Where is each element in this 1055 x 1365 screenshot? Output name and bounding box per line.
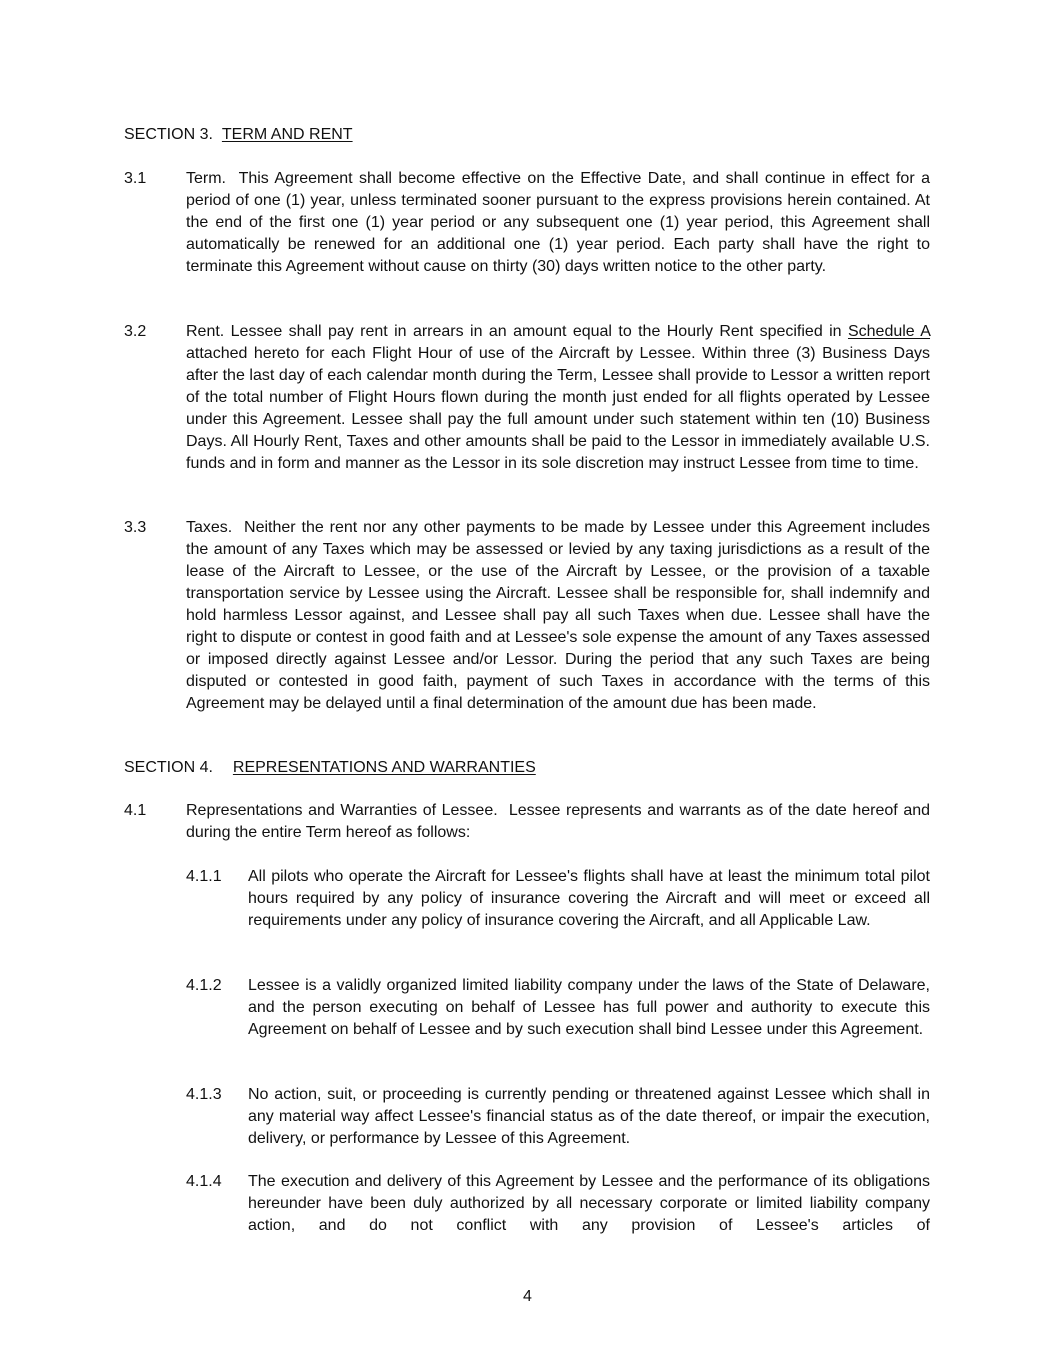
paragraph-4-1-heading: Representations and Warranties of Lessee. bbox=[186, 802, 498, 819]
paragraph-4-1-4-number: 4.1.4 bbox=[186, 1173, 222, 1190]
paragraph-4-1-3-number: 4.1.3 bbox=[186, 1086, 222, 1103]
paragraph-4-1-text bbox=[186, 800, 930, 844]
paragraph-4-1-body: Lessee represents and warrants as of the date hereof and during the entire Term hereof as follows: bbox=[186, 802, 931, 841]
schedule-a-reference: Schedule A bbox=[847, 323, 931, 340]
paragraph-3-3-text bbox=[186, 517, 930, 715]
paragraph-3-2-body-a: Lessee shall pay rent in arrears in an amount equal to the Hourly Rent specified in bbox=[230, 323, 842, 340]
paragraph-4-1-1-number: 4.1.1 bbox=[186, 868, 222, 885]
section-4-number: SECTION 4. bbox=[124, 759, 213, 776]
paragraph-3-1-text bbox=[186, 168, 930, 278]
paragraph-3-1-heading: Term. bbox=[186, 170, 226, 187]
paragraph-3-1-body: This Agreement shall become effective on the Effective Date, and shall continue in effect for a period of one (1) year, unless terminated sooner pursuant to the express provisions herein contained. At the end of the first one (1) year period or any subsequent one (1) year period, this Agreement shall automatically be renewed for an additional one (1) year period. Each party shall have the right to terminate this Agreement without cause on thirty (30) days written notice to the other party. bbox=[186, 170, 930, 275]
paragraph-4-1-2-number: 4.1.2 bbox=[186, 977, 222, 994]
paragraph-4-1-1-text: All pilots who operate the Aircraft for Lessee's flights shall have at least the minimum total pilot hours required by any policy of insurance covering the Aircraft and will meet or exceed all requirements under any policy of insurance covering the Aircraft, and all Applicable Law. bbox=[248, 868, 930, 929]
paragraph-4-1-number: 4.1 bbox=[124, 802, 147, 819]
section-4-heading bbox=[124, 757, 536, 779]
paragraph-3-3-body: Neither the rent nor any other payments to be made by Lessee under this Agreement includes the amount of any Taxes which may be assessed or levied by any taxing jurisdictions as a result of the lease of the Aircraft to Lessee, or the use of the Aircraft by Lessee, or the provision of a taxable transportation service by Lessee using the Aircraft. Lessee shall be responsible for, shall indemnify and hold harmless Lessor against, and Lessee shall pay all such Taxes when due. Lessee shall have the right to dispute or contest in good faith and at Lessee's sole expense the amount of any Taxes assessed or imposed directly against Lessee and/or Lessor. During the period that any such Taxes are being disputed or contested in good faith, payment of such Taxes in accordance with the terms of this Agreement may be delayed until a final determination of the amount due has been made. bbox=[186, 519, 931, 712]
page-number: 4 bbox=[523, 1288, 532, 1305]
paragraph-4-1-2-text: Lessee is a validly organized limited liability company under the laws of the State of Delaware, and the person executing on behalf of Lessee has full power and authority to execute this Agreement on behalf of Lessee and by such execution shall bind Lessee under this Agreement. bbox=[248, 977, 930, 1038]
paragraph-3-2-heading: Rent. bbox=[186, 323, 225, 340]
paragraph-3-3-heading: Taxes. bbox=[186, 519, 233, 536]
paragraph-3-2-body-b: attached hereto for each Flight Hour of use of the Aircraft by Lessee. Within three (3) Business Days after the last day of each calendar month during the Term, Lessee shall provide to Lessor a written report of the total number of Flight Hours flown during the month just ended for all flights operated by Lessee under this Agreement. Lessee shall pay the full amount under such statement within ten (10) Business Days. All Hourly Rent, Taxes and other amounts shall be paid to the Lessor in immediately available U.S. funds and in form and manner as the Lessor in its sole discretion may instruct Lessee from time to time. bbox=[186, 345, 930, 472]
section-3-number: SECTION 3. bbox=[124, 126, 213, 143]
section-4-title: REPRESENTATIONS AND WARRANTIES bbox=[232, 759, 536, 776]
paragraph-3-2-text bbox=[186, 321, 930, 475]
paragraph-3-1-number: 3.1 bbox=[124, 170, 147, 187]
paragraph-4-1-4-text: The execution and delivery of this Agreement by Lessee and the performance of its obligations hereunder have been duly authorized by all necessary corporate or limited liability company action, and do not conflict with any provision of Lessee's articles of bbox=[248, 1173, 930, 1234]
paragraph-4-1-3-text: No action, suit, or proceeding is currently pending or threatened against Lessee which shall in any material way affect Lessee's financial status as of the date thereof, or impair the execution, delivery, or performance by Lessee of this Agreement. bbox=[248, 1086, 930, 1147]
section-3-heading bbox=[124, 124, 353, 146]
paragraph-3-2-number: 3.2 bbox=[124, 323, 147, 340]
section-3-title: TERM AND RENT bbox=[221, 126, 353, 143]
paragraph-3-3-number: 3.3 bbox=[124, 519, 147, 536]
